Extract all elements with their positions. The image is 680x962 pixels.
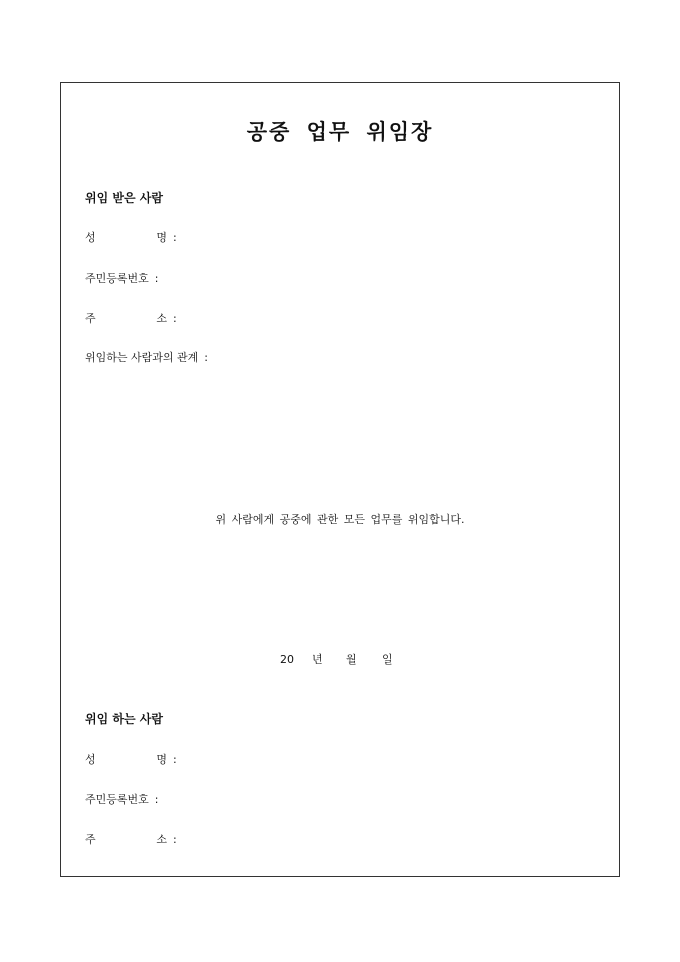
- delegate-relation-row: [85, 349, 208, 365]
- date-day-unit: 일: [382, 653, 393, 666]
- delegate-id-row: [85, 270, 158, 286]
- document-frame: [60, 82, 620, 877]
- delegator-section-heading: 위임 하는 사람: [85, 712, 163, 726]
- delegation-statement: 위 사람에게 공중에 관한 모든 업무를 위임합니다.: [215, 513, 465, 526]
- date-year-unit: 년: [312, 653, 323, 666]
- delegator-address-colon: :: [173, 833, 177, 846]
- delegate-name-colon: :: [173, 231, 177, 244]
- delegator-name-colon: :: [173, 753, 177, 766]
- delegate-relation-label: 위임하는 사람과의 관계: [85, 351, 199, 364]
- delegator-name-label: 성 명: [85, 753, 167, 766]
- delegator-name-row: [85, 751, 177, 767]
- delegate-relation-colon: :: [204, 351, 208, 364]
- delegate-id-label: 주민등록번호: [85, 272, 149, 285]
- delegator-id-row: [85, 791, 158, 807]
- date-line: [280, 651, 393, 667]
- delegator-id-label: 주민등록번호: [85, 793, 149, 806]
- document-title: 공중 업무 위임장: [246, 119, 434, 144]
- delegate-id-colon: :: [154, 272, 159, 285]
- delegate-address-row: [85, 310, 177, 326]
- delegate-name-row: [85, 229, 177, 245]
- delegate-name-label: 성 명: [85, 231, 167, 244]
- delegate-address-label: 주 소: [85, 312, 167, 325]
- date-month-unit: 월: [346, 653, 357, 666]
- delegate-address-colon: :: [173, 312, 177, 325]
- delegator-id-colon: :: [154, 793, 159, 806]
- delegator-address-row: [85, 831, 177, 847]
- delegate-section-heading: 위임 받은 사람: [85, 191, 163, 205]
- date-year-prefix: 20: [280, 653, 294, 666]
- delegator-address-label: 주 소: [85, 833, 167, 846]
